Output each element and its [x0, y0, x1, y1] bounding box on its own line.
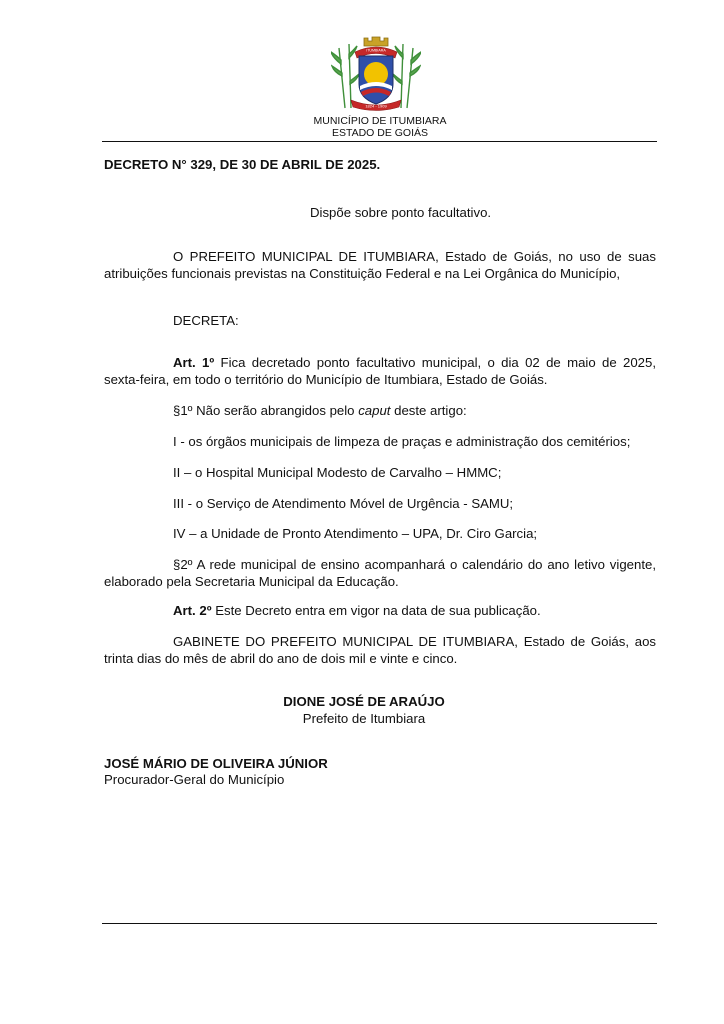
municipality-name: MUNICÍPIO DE ITUMBIARA: [313, 115, 447, 127]
decree-title: DECRETO N° 329, DE 30 DE ABRIL DE 2025.: [104, 157, 381, 172]
item-iii: III - o Serviço de Atendimento Móvel de Urgência - SAMU;: [173, 496, 514, 511]
attorney-name: JOSÉ MÁRIO DE OLIVEIRA JÚNIOR: [104, 756, 328, 771]
state-name: ESTADO DE GOIÁS: [331, 127, 429, 139]
header-divider: [102, 141, 657, 142]
mayor-title: Prefeito de Itumbiara: [302, 711, 426, 726]
paragraph-1-after: deste artigo:: [390, 403, 467, 418]
sugarcane-right: [393, 44, 421, 108]
crest-years: 1824 - 1909: [365, 103, 387, 109]
article-1: [104, 355, 656, 388]
preamble-paragraph: O PREFEITO MUNICIPAL DE ITUMBIARA, Estado de Goiás, no uso de suas atribuições funcionais previstas na Constituição Federal e na Lei Orgânica do Município,: [104, 249, 656, 281]
paragraph-1: [104, 403, 656, 420]
mayor-name: DIONE JOSÉ DE ARAÚJO: [283, 694, 445, 709]
paragraph-1-italic: caput: [358, 403, 391, 418]
article-2: [104, 603, 656, 620]
item-iv: IV – a Unidade de Pronto Atendimento – UPA, Dr. Ciro Garcia;: [173, 526, 538, 541]
decreta-heading: DECRETA:: [173, 313, 239, 328]
paragraph-1-before: §1º Não serão abrangidos pelo: [173, 403, 359, 418]
article-1-label: Art. 1º: [173, 355, 215, 370]
closing-paragraph: GABINETE DO PREFEITO MUNICIPAL DE ITUMBIARA, Estado de Goiás, aos trinta dias do mês de abril do ano de dois mil e vinte e cinco.: [104, 634, 656, 666]
crest-banner-text: ITUMBIARA: [366, 48, 386, 53]
item-i: I - os órgãos municipais de limpeza de praças e administração dos cemitérios;: [173, 434, 631, 449]
sugarcane-left: [331, 44, 359, 108]
paragraph-2: §2º A rede municipal de ensino acompanhará o calendário do ano letivo vigente, elaborado pela Secretaria Municipal da Educação.: [104, 557, 656, 589]
decree-ementa: Dispõe sobre ponto facultativo.: [310, 205, 492, 220]
footer-divider: [102, 923, 657, 924]
article-2-text: Este Decreto entra em vigor na data de sua publicação.: [211, 603, 541, 618]
item-ii: II – o Hospital Municipal Modesto de Carvalho – HMMC;: [173, 465, 502, 480]
municipal-coat-of-arms: [331, 34, 421, 112]
attorney-title: Procurador-Geral do Município: [104, 772, 285, 787]
article-1-text: Fica decretado ponto facultativo municipal, o dia 02 de maio de 2025, sexta-feira, em todo o território do Município de Itumbiara, Estado de Goiás.: [104, 355, 656, 387]
article-2-label: Art. 2º: [173, 603, 212, 618]
